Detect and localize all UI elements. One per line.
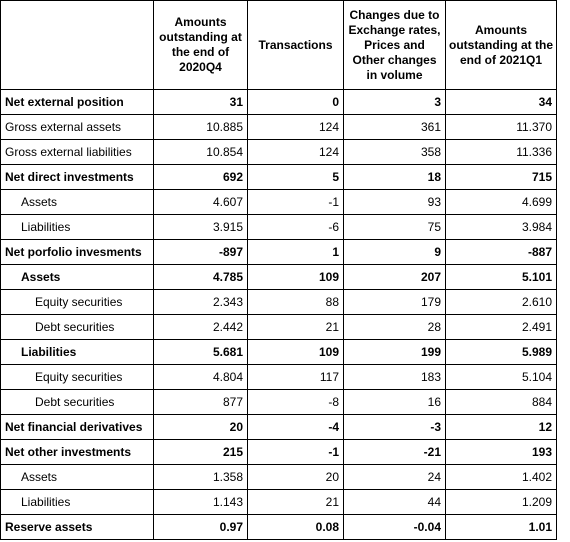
row-label: Assets: [1, 265, 154, 290]
row-label: Net other investments: [1, 440, 154, 465]
table-row: [1, 365, 557, 390]
row-value: 3: [344, 90, 446, 115]
row-value: -1: [248, 190, 344, 215]
table-row: [1, 90, 557, 115]
table-row: [1, 465, 557, 490]
row-value: 5.101: [446, 265, 557, 290]
row-label: Liabilities: [1, 215, 154, 240]
row-label: Liabilities: [1, 490, 154, 515]
row-value: 1.358: [154, 465, 248, 490]
table-row: [1, 190, 557, 215]
row-value: 20: [154, 415, 248, 440]
row-value: 4.804: [154, 365, 248, 390]
row-value: 0: [248, 90, 344, 115]
row-value: -6: [248, 215, 344, 240]
row-value: 1: [248, 240, 344, 265]
row-value: 109: [248, 265, 344, 290]
row-value: 1.209: [446, 490, 557, 515]
row-value: 1.143: [154, 490, 248, 515]
table-header-row: [1, 1, 557, 90]
table-row: [1, 290, 557, 315]
row-value: 884: [446, 390, 557, 415]
table-row: [1, 415, 557, 440]
row-value: 44: [344, 490, 446, 515]
row-value: 361: [344, 115, 446, 140]
table-row: [1, 390, 557, 415]
row-value: 88: [248, 290, 344, 315]
row-value: 12: [446, 415, 557, 440]
table-row: [1, 490, 557, 515]
row-value: 117: [248, 365, 344, 390]
row-value: -887: [446, 240, 557, 265]
row-value: -0.04: [344, 515, 446, 540]
table-row: [1, 115, 557, 140]
row-value: 34: [446, 90, 557, 115]
table-row: [1, 440, 557, 465]
row-value: 124: [248, 115, 344, 140]
row-value: 1.402: [446, 465, 557, 490]
row-value: 3.915: [154, 215, 248, 240]
row-label: Equity securities: [1, 290, 154, 315]
table-row: [1, 340, 557, 365]
row-value: 20: [248, 465, 344, 490]
row-value: -897: [154, 240, 248, 265]
table-row: [1, 215, 557, 240]
row-value: 5.989: [446, 340, 557, 365]
row-value: 5: [248, 165, 344, 190]
table-body: [1, 90, 557, 540]
row-value: 207: [344, 265, 446, 290]
row-value: 11.336: [446, 140, 557, 165]
row-value: 4.607: [154, 190, 248, 215]
table-row: [1, 265, 557, 290]
row-value: 9: [344, 240, 446, 265]
row-value: 193: [446, 440, 557, 465]
row-label: Net financial derivatives: [1, 415, 154, 440]
row-value: 877: [154, 390, 248, 415]
row-value: 10.885: [154, 115, 248, 140]
row-label: Net direct investments: [1, 165, 154, 190]
row-value: 215: [154, 440, 248, 465]
row-value: 18: [344, 165, 446, 190]
row-value: 11.370: [446, 115, 557, 140]
row-value: 75: [344, 215, 446, 240]
row-value: 21: [248, 490, 344, 515]
header-cell-changes: Changes due to Exchange rates, Prices and Other changes in volume: [344, 1, 446, 90]
row-value: 2.491: [446, 315, 557, 340]
row-value: -4: [248, 415, 344, 440]
row-value: 0.08: [248, 515, 344, 540]
table-row: [1, 315, 557, 340]
row-value: 93: [344, 190, 446, 215]
row-label: Reserve assets: [1, 515, 154, 540]
row-value: 28: [344, 315, 446, 340]
row-value: -21: [344, 440, 446, 465]
table-row: [1, 240, 557, 265]
row-label: Assets: [1, 190, 154, 215]
row-label: Gross external liabilities: [1, 140, 154, 165]
row-value: 31: [154, 90, 248, 115]
row-value: 358: [344, 140, 446, 165]
table-row: [1, 515, 557, 540]
row-value: 4.785: [154, 265, 248, 290]
header-cell-transactions: Transactions: [248, 1, 344, 90]
header-cell-2021q1: Amounts outstanding at the end of 2021Q1: [446, 1, 557, 90]
row-value: 2.610: [446, 290, 557, 315]
row-value: 199: [344, 340, 446, 365]
table-row: [1, 140, 557, 165]
row-label: Liabilities: [1, 340, 154, 365]
row-label: Equity securities: [1, 365, 154, 390]
row-value: 0.97: [154, 515, 248, 540]
row-label: Net porfolio invesments: [1, 240, 154, 265]
row-value: -1: [248, 440, 344, 465]
table-row: [1, 165, 557, 190]
row-value: 2.442: [154, 315, 248, 340]
row-label: Gross external assets: [1, 115, 154, 140]
row-label: Debt securities: [1, 390, 154, 415]
row-value: 3.984: [446, 215, 557, 240]
row-value: 2.343: [154, 290, 248, 315]
row-value: 1.01: [446, 515, 557, 540]
row-value: 179: [344, 290, 446, 315]
row-value: 10.854: [154, 140, 248, 165]
row-value: 4.699: [446, 190, 557, 215]
header-cell-2020q4: Amounts outstanding at the end of 2020Q4: [154, 1, 248, 90]
row-label: Net external position: [1, 90, 154, 115]
row-value: 124: [248, 140, 344, 165]
row-value: 24: [344, 465, 446, 490]
row-value: 16: [344, 390, 446, 415]
row-value: 109: [248, 340, 344, 365]
header-cell-label: [1, 1, 154, 90]
row-value: 21: [248, 315, 344, 340]
row-value: 5.104: [446, 365, 557, 390]
row-value: -3: [344, 415, 446, 440]
row-value: 183: [344, 365, 446, 390]
row-value: 692: [154, 165, 248, 190]
row-value: 5.681: [154, 340, 248, 365]
row-label: Debt securities: [1, 315, 154, 340]
row-label: Assets: [1, 465, 154, 490]
row-value: 715: [446, 165, 557, 190]
row-value: -8: [248, 390, 344, 415]
